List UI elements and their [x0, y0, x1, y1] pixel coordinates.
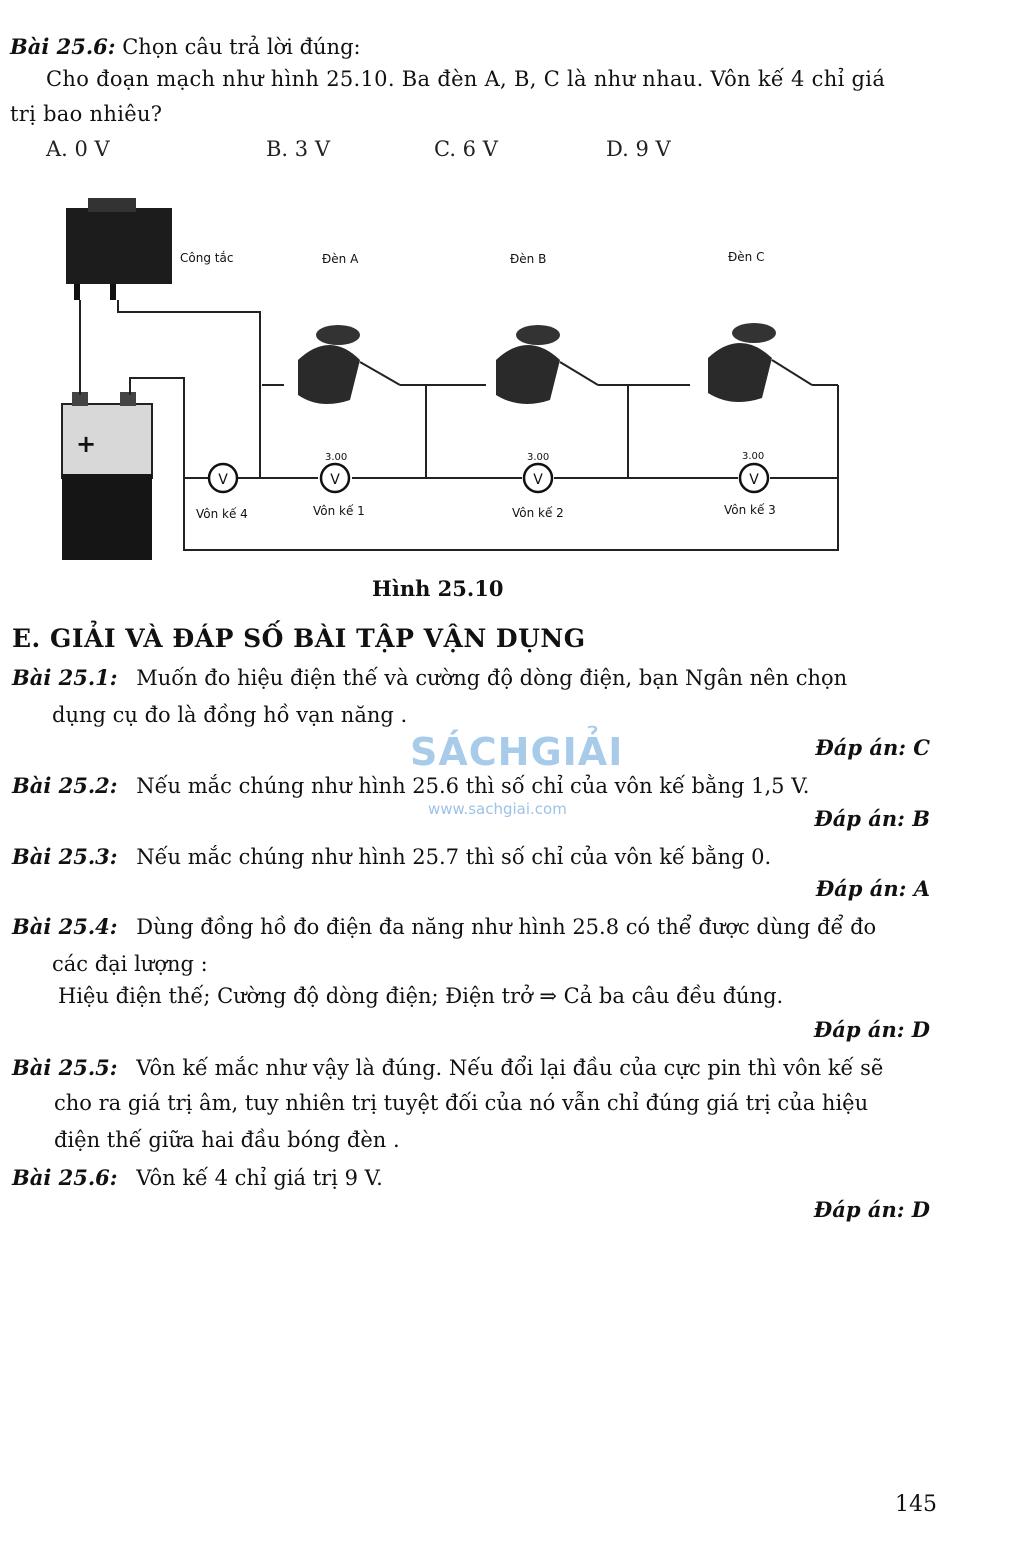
- lamp-b-label: Đèn B: [510, 252, 547, 266]
- question-label: Bài 25.6:: [10, 34, 116, 59]
- solution-label: Bài 25.2:: [12, 773, 118, 798]
- switch-icon: [66, 198, 172, 300]
- solution-25-1: [12, 665, 847, 690]
- solution-text-cont: các đại lượng :: [52, 952, 208, 976]
- voltmeter-1-symbol: V: [330, 472, 340, 488]
- voltmeter-2-reading: 3.00: [527, 452, 550, 463]
- voltmeter-1-icon: [321, 464, 349, 492]
- voltmeter-2-symbol: V: [533, 472, 543, 488]
- solution-label: Bài 25.3:: [12, 844, 118, 869]
- solution-text-cont: cho ra giá trị âm, tuy nhiên trị tuyệt đối của nó vẫn chỉ đúng giá trị của hiệu: [54, 1091, 869, 1115]
- figure-caption: Hình 25.10: [372, 576, 504, 601]
- solution-text: Vôn kế mắc như vậy là đúng. Nếu đổi lại đầu của cực pin thì vôn kế sẽ: [136, 1056, 884, 1080]
- solution-25-2: [12, 773, 809, 798]
- question-text-line2: trị bao nhiêu?: [10, 102, 163, 126]
- voltmeter-1-reading: 3.00: [325, 452, 348, 463]
- battery-plus: +: [76, 430, 97, 458]
- voltmeter-2-icon: [524, 464, 552, 492]
- voltmeter-3-reading: 3.00: [742, 451, 765, 462]
- solution-text: Nếu mắc chúng như hình 25.7 thì số chỉ của vôn kế bằng 0.: [136, 845, 772, 869]
- lamp-c-label: Đèn C: [728, 250, 765, 264]
- solution-label: Bài 25.5:: [12, 1055, 118, 1080]
- option-b: B. 3 V: [266, 137, 330, 161]
- solution-25-3: [12, 844, 771, 869]
- option-a: A. 0 V: [46, 137, 110, 161]
- battery-icon: [62, 392, 152, 560]
- voltmeter-3-icon: [740, 464, 768, 492]
- question-instruction: Chọn câu trả lời đúng:: [122, 35, 361, 59]
- circuit-figure: [0, 0, 1024, 570]
- solution-25-4: [12, 914, 876, 939]
- answer-25-3: Đáp án: A: [815, 876, 930, 901]
- voltmeter-2-label: Vôn kế 2: [512, 506, 564, 520]
- answer-25-2: Đáp án: B: [814, 806, 930, 831]
- lamp-a-icon: [298, 325, 400, 404]
- solution-label: Bài 25.6:: [12, 1165, 118, 1190]
- solution-text: Muốn đo hiệu điện thế và cường độ dòng điện, bạn Ngân nên chọn: [136, 666, 848, 690]
- solution-25-6: [12, 1165, 383, 1190]
- answer-25-1: Đáp án: C: [815, 735, 930, 760]
- option-c: C. 6 V: [434, 137, 498, 161]
- watermark-logo: SÁCHGIẢI: [410, 730, 624, 774]
- voltmeter-4-icon: [209, 464, 237, 492]
- solution-text-cont: dụng cụ đo là đồng hồ vạn năng .: [52, 703, 408, 727]
- lamp-b-icon: [496, 325, 598, 404]
- solution-label: Bài 25.4:: [12, 914, 118, 939]
- solution-text-cont: Hiệu điện thế; Cường độ dòng điện; Điện trở ⇒ Cả ba câu đều đúng.: [58, 984, 784, 1008]
- page-number: 145: [895, 1492, 937, 1517]
- watermark-url: www.sachgiai.com: [428, 800, 567, 818]
- solution-25-5: [12, 1055, 883, 1080]
- voltmeter-1-label: Vôn kế 1: [313, 504, 365, 518]
- voltmeter-4-label: Vôn kế 4: [196, 507, 248, 521]
- question-text-line1: Cho đoạn mạch như hình 25.10. Ba đèn A, B, C là như nhau. Vôn kế 4 chỉ giá: [46, 67, 886, 91]
- lamp-a-label: Đèn A: [322, 252, 359, 266]
- solution-text: Nếu mắc chúng như hình 25.6 thì số chỉ của vôn kế bằng 1,5 V.: [136, 774, 810, 798]
- solution-label: Bài 25.1:: [12, 665, 118, 690]
- voltmeter-3-label: Vôn kế 3: [724, 503, 776, 517]
- solution-text-cont: điện thế giữa hai đầu bóng đèn .: [54, 1128, 400, 1152]
- lamp-c-icon: [708, 323, 812, 402]
- solution-text: Dùng đồng hồ đo điện đa năng như hình 25.8 có thể được dùng để đo: [136, 915, 877, 939]
- voltmeter-4-symbol: V: [218, 472, 228, 488]
- option-d: D. 9 V: [606, 137, 671, 161]
- solution-text: Vôn kế 4 chỉ giá trị 9 V.: [136, 1166, 383, 1190]
- voltmeter-3-symbol: V: [749, 472, 759, 488]
- switch-label: Công tắc: [180, 251, 234, 265]
- answer-25-4: Đáp án: D: [813, 1017, 930, 1042]
- section-title: E. GIẢI VÀ ĐÁP SỐ BÀI TẬP VẬN DỤNG: [12, 624, 586, 653]
- answer-25-6: Đáp án: D: [813, 1197, 930, 1222]
